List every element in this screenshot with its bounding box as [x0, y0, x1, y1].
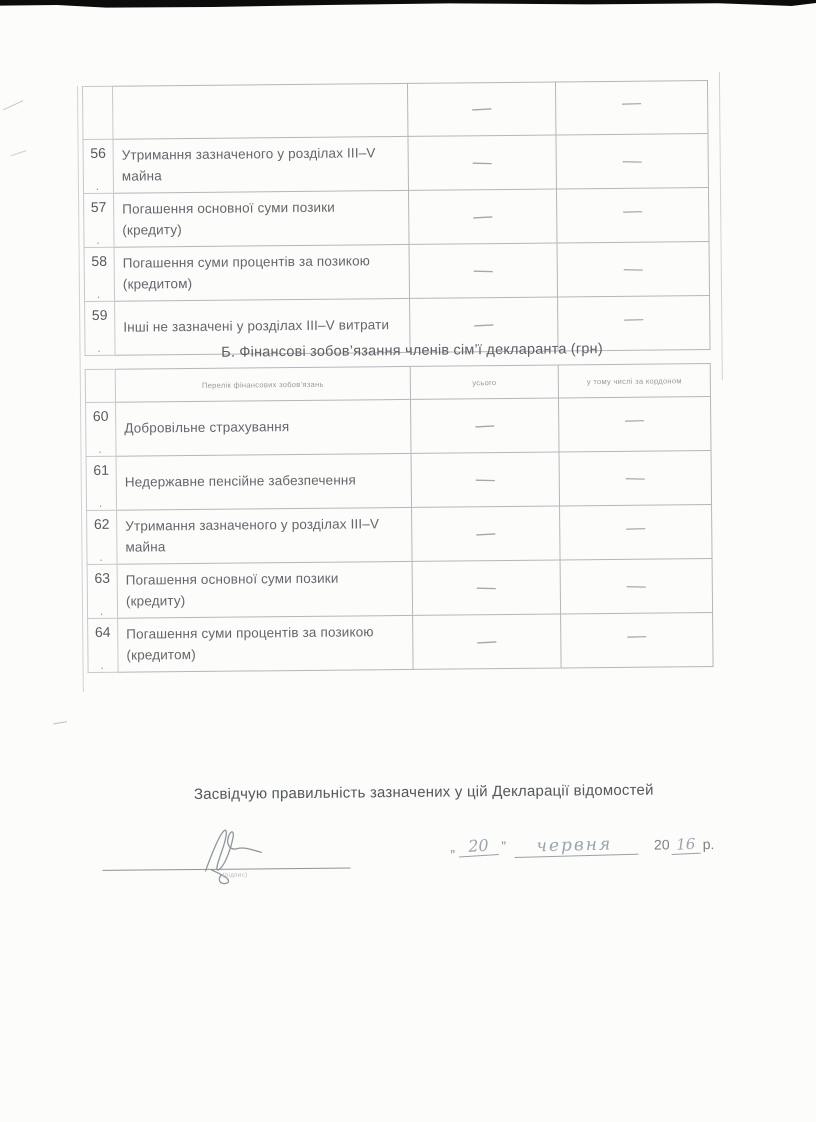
row-number-cell — [82, 86, 113, 139]
expenses-table — [82, 80, 711, 356]
handwritten-dash: — — [473, 259, 494, 281]
row-total-cell — [413, 614, 562, 669]
pencil-mark — [11, 150, 26, 156]
handwritten-dash: — — [472, 205, 493, 228]
row-number-cell: 60 . — [86, 402, 117, 456]
row-label-cell: Погашення основної суми позики (кредиту) — [114, 190, 410, 247]
certification-statement: Засвідчую правильність зазначених у цій Декларації відомостей — [193, 781, 654, 804]
handwritten-dash: — — [621, 92, 642, 115]
row-label-cell: Інші не зазначені у розділах III–V витрати — [115, 298, 411, 355]
row-number-cell: 61 . — [86, 456, 117, 510]
handwritten-day: 20 — [457, 835, 499, 858]
row-abroad-cell — [557, 242, 710, 297]
handwritten-dash: — — [626, 575, 647, 597]
row-abroad-cell — [556, 188, 709, 243]
row-label-cell: Добровільне страхування — [116, 399, 412, 456]
row-number-cell: 57 . — [84, 193, 115, 247]
header-list-label: Перелік фінансових зобов’язань — [115, 366, 410, 402]
row-number-cell: 59 . — [85, 301, 116, 355]
family-liabilities-table — [85, 363, 714, 673]
handwritten-dash: — — [625, 467, 646, 489]
row-total-cell — [409, 243, 558, 298]
handwritten-dash: — — [626, 625, 647, 647]
year-century: 20 — [653, 836, 670, 853]
handwritten-month: червня — [514, 834, 639, 859]
section-b-title: Б. Фінансові зобов’язання членів сім’ї декларанта (грн) — [221, 341, 603, 361]
table-row — [84, 188, 709, 248]
handwritten-dash: — — [624, 409, 645, 431]
row-number-cell: 56 . — [83, 139, 114, 193]
row-abroad-cell — [555, 81, 708, 135]
signature-block — [102, 824, 353, 888]
handwritten-year: 16 — [671, 835, 701, 855]
row-number-cell: 62 . — [87, 510, 118, 564]
row-total-cell — [409, 189, 558, 244]
pencil-mark — [53, 721, 67, 724]
row-label-cell: Недержавне пенсійне забезпечення — [116, 453, 412, 510]
handwritten-dash: — — [475, 522, 496, 545]
row-abroad-cell — [560, 559, 713, 614]
header-abroad-label: у тому числі за кордоном — [558, 364, 710, 398]
handwritten-dash: — — [476, 630, 497, 653]
header-total-label: усього — [410, 365, 558, 399]
row-total-cell — [411, 398, 560, 453]
header-num-cell — [85, 369, 115, 402]
row-label-cell — [112, 83, 407, 139]
handwritten-dash: — — [471, 97, 492, 120]
table-row — [82, 81, 707, 140]
signature-caption: (підпис) — [222, 872, 248, 879]
close-quote: ” — [501, 838, 507, 855]
row-label-cell: Утримання зазначеного у розділах III–V майна — [113, 136, 409, 193]
table-row — [88, 613, 713, 673]
row-label-cell: Погашення основної суми позики (кредиту) — [117, 561, 413, 618]
table-row — [83, 134, 708, 194]
row-total-cell — [412, 506, 561, 561]
row-label-cell: Погашення суми процентів за позикою (кредитом) — [114, 244, 410, 301]
handwritten-dash: — — [475, 468, 496, 490]
handwritten-dash: — — [625, 517, 646, 539]
pencil-mark — [3, 100, 23, 110]
handwritten-dash: — — [476, 576, 497, 598]
row-abroad-cell — [559, 397, 712, 452]
row-label-cell: Погашення суми процентів за позикою (кредитом) — [118, 615, 414, 672]
row-abroad-cell — [561, 613, 714, 668]
page-fold-line-right — [719, 72, 723, 380]
table-row — [87, 505, 712, 565]
handwritten-dash: — — [623, 308, 644, 330]
row-total-cell — [412, 560, 561, 615]
table-row — [86, 451, 711, 511]
table-row — [86, 397, 711, 457]
row-abroad-cell — [556, 134, 709, 189]
row-total-cell — [411, 452, 560, 507]
handwritten-dash: — — [623, 258, 644, 280]
handwritten-dash: — — [622, 200, 643, 222]
row-total-cell — [408, 135, 557, 190]
row-label-cell: Утримання зазначеного у розділах III–V майна — [117, 507, 413, 564]
date-block — [450, 834, 714, 858]
table-row — [84, 242, 709, 302]
table-row — [87, 559, 712, 619]
row-number-cell: 58 . — [84, 247, 115, 301]
row-number-cell: 63 . — [87, 564, 118, 618]
handwritten-dash: — — [473, 313, 494, 336]
row-total-cell — [407, 82, 556, 136]
handwritten-dash: — — [474, 414, 495, 437]
row-number-cell: 64 . — [88, 618, 119, 672]
handwritten-dash: — — [622, 150, 642, 172]
handwritten-dash: — — [472, 151, 492, 173]
row-abroad-cell — [559, 451, 712, 506]
row-abroad-cell — [560, 505, 713, 560]
open-quote: „ — [450, 838, 456, 855]
year-suffix: р. — [702, 836, 715, 853]
